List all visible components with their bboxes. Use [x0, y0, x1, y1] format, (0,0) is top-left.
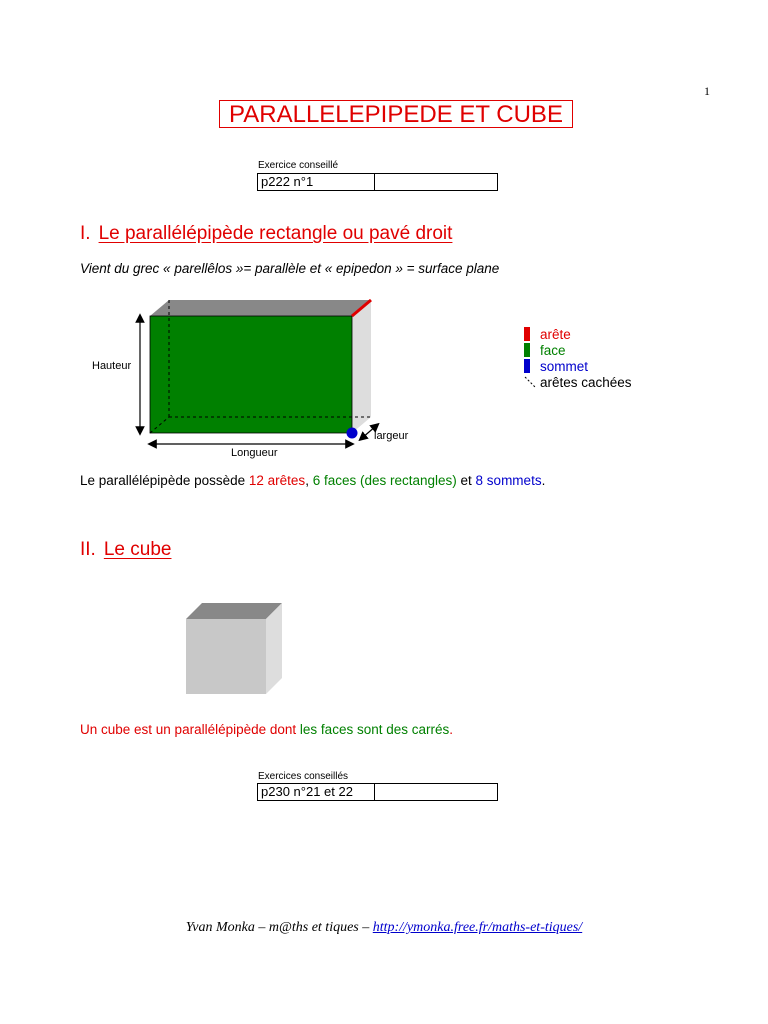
exercise-ref: p230 n°21 et 22	[258, 784, 375, 800]
facts-separator: ,	[305, 473, 313, 488]
legend-label-edge: arête	[540, 326, 571, 342]
length-label: Longueur	[231, 447, 278, 459]
legend-item-edge	[524, 326, 632, 342]
top-face	[150, 300, 371, 316]
footer-text: Yvan Monka – m@ths et tiques –	[185, 920, 373, 935]
cube-definition	[80, 722, 453, 737]
dashed-line-icon	[524, 375, 536, 389]
facts-edges: 12 arêtes	[248, 473, 306, 488]
legend-item-vertex	[524, 358, 632, 374]
exercise-caption: Exercices conseillés	[258, 771, 349, 782]
facts-text	[80, 473, 545, 488]
exercise-extra	[375, 174, 497, 190]
section-number: II.	[80, 539, 96, 560]
cube-definition-end: .	[449, 722, 454, 737]
highlighted-vertex	[347, 428, 358, 439]
cube-diagram	[180, 598, 290, 700]
facts-end: .	[541, 473, 546, 488]
cube-definition-part2: les faces sont des carrés	[299, 722, 450, 737]
legend-label-face: face	[540, 342, 566, 358]
cube-front-face	[186, 619, 266, 694]
cube-side-face	[266, 603, 282, 694]
facts-separator: et	[456, 473, 476, 488]
legend-label-vertex: sommet	[540, 358, 589, 374]
green-swatch-icon	[524, 343, 530, 357]
width-label: largeur	[374, 430, 409, 442]
page-title: PARALLELEPIPEDE ET CUBE	[219, 100, 573, 128]
section-title: Le cube	[103, 539, 172, 560]
section-heading-2	[80, 539, 171, 561]
legend-item-face	[524, 342, 632, 358]
legend	[524, 326, 632, 390]
red-swatch-icon	[524, 327, 530, 341]
front-face	[150, 316, 352, 433]
exercise-ref: p222 n°1	[258, 174, 375, 190]
exercise-extra	[375, 784, 497, 800]
page-number: 1	[704, 84, 710, 98]
section-heading-1	[80, 223, 452, 245]
cube-top-face	[186, 603, 282, 619]
etymology-text: Vient du grec « parellêlos »= parallèle et « epipedon » = surface plane	[80, 261, 500, 276]
exercise-caption: Exercice conseillé	[258, 160, 339, 171]
cube-definition-part1: Un cube est un parallélépipède dont	[80, 722, 300, 737]
legend-label-hidden-edges: arêtes cachées	[540, 374, 632, 390]
footer-link[interactable]: http://ymonka.free.fr/maths-et-tiques/	[372, 920, 583, 935]
exercise-table	[257, 173, 498, 191]
side-face	[352, 300, 371, 433]
facts-vertices: 8 sommets	[475, 473, 542, 488]
facts-faces: 6 faces (des rectangles)	[312, 473, 457, 488]
height-label: Hauteur	[92, 360, 132, 372]
section-title: Le parallélépipède rectangle ou pavé droit	[98, 223, 453, 244]
footer	[0, 920, 768, 936]
facts-prefix: Le parallélépipède possède	[80, 473, 249, 488]
section-number: I.	[80, 223, 91, 244]
exercise-table	[257, 783, 498, 801]
legend-item-hidden-edges	[524, 374, 632, 390]
blue-swatch-icon	[524, 359, 530, 373]
